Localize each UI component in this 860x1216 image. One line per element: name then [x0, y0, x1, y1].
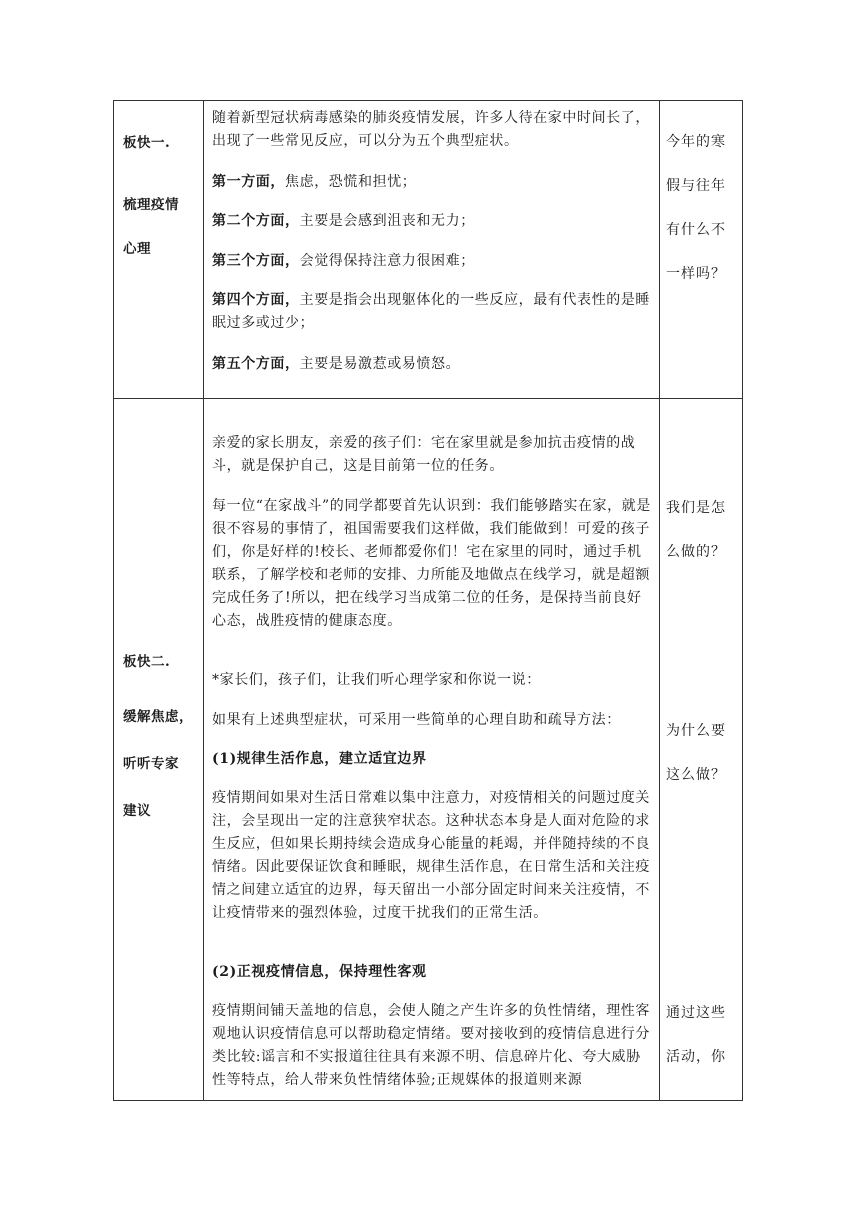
question-1-line-3: 有什么不	[666, 222, 726, 238]
question-1-line-4: 一样吗？	[666, 266, 726, 282]
paragraph-self-help: 如果有上述典型症状，可采用一些简单的心理自助和疏导方法：	[212, 712, 621, 728]
aspect-3-label: 第三个方面，	[212, 253, 300, 269]
question-2-line-2: 么做的？	[666, 544, 726, 560]
aspect-1-text: 焦虑，恐慌和担忧；	[285, 174, 417, 190]
aspect-3-text: 会觉得保持注意力很困难；	[299, 253, 475, 269]
stage-subtitle-1b: 心理	[123, 241, 151, 257]
aspect-3	[212, 250, 653, 273]
question-4-line-2: 活动，你	[666, 1049, 726, 1065]
aspect-5-label: 第五个方面，	[212, 356, 300, 372]
aspect-5	[212, 353, 653, 376]
stage-subtitle-2c: 建议	[123, 803, 151, 819]
aspect-5-text: 主要是易激惹或易愤怒。	[299, 356, 461, 372]
question-4-line-1: 通过这些	[666, 1005, 726, 1021]
paragraph-regular-routine: 疫情期间如果对生活日常难以集中注意力，对疫情相关的问题过度关注，会呈现出一定的注意狭窄状态。这种状态本身是人面对危险的求生反应，但如果长期持续会造成身心能量的耗竭，并伴随持续的不良情绪。因此要保证饮食和睡眠，规律生活作息，在日常生活和关注疫情之间建立适宜的边界，每天留出一小部分固定时间来关注疫情，不让疫情带来的强烈体验，过度干扰我们的正常生活。	[212, 790, 650, 921]
aspect-1-label: 第一方面，	[212, 174, 285, 190]
aspect-4-label: 第四个方面，	[212, 292, 300, 308]
question-cell-1	[660, 101, 743, 399]
question-3-line-2: 这么做？	[666, 767, 726, 783]
paragraph-parents-children: 亲爱的家长朋友，亲爱的孩子们：宅在家里就是参加抗击疫情的战斗，就是保护自己，这是目前第一位的任务。	[212, 435, 636, 474]
paragraph-psychologist-intro: *家长们，孩子们，让我们听心理学家和你说一说：	[212, 672, 541, 688]
content-cell-2	[204, 399, 660, 1101]
table-row-section-1	[114, 101, 743, 399]
paragraph-stay-home: 每一位“在家战斗”的同学都要首先认识到：我们能够踏实在家，就是很不容易的事情了，祖国需要我们这样做，我们能做到！可爱的孩子们，你是好样的!校长、老师都爱你们！宅在家里的同时，通过手机联系，了解学校和老师的安排、力所能及地做点在线学习，就是超额完成任务了!所以，把在线学习当成第二位的任务，是保持当前良好心态，战胜疫情的健康态度。	[212, 498, 651, 629]
stage-subtitle-1a: 梳理疫情	[123, 197, 179, 213]
aspect-2	[212, 210, 653, 233]
lesson-plan-table	[113, 100, 743, 1101]
question-cell-2	[660, 399, 743, 1101]
stage-cell-1	[114, 101, 204, 399]
heading-face-information: (2)正视疫情信息，保持理性客观	[212, 964, 427, 980]
question-1-line-1: 今年的寒	[666, 134, 726, 150]
aspect-1	[212, 171, 653, 194]
intro-paragraph: 随着新型冠状病毒感染的肺炎疫情发展，许多人待在家中时间长了，出现了一些常见反应，可以分为五个典型症状。	[212, 110, 650, 149]
guiding-question-1	[666, 131, 738, 307]
stage-cell-2	[114, 399, 204, 1101]
stage-subtitle-2b: 听听专家	[123, 756, 179, 772]
aspect-2-label: 第二个方面，	[212, 213, 300, 229]
stage-title-2: 板快二.	[123, 654, 171, 670]
table-row-section-2	[114, 399, 743, 1101]
guiding-question-2	[666, 497, 738, 585]
question-1-line-2: 假与往年	[666, 178, 726, 194]
content-cell-1	[204, 101, 660, 399]
guiding-question-3	[666, 720, 738, 808]
aspect-4	[212, 289, 653, 335]
guiding-question-4	[666, 1002, 738, 1090]
paragraph-face-information: 疫情期间铺天盖地的信息，会使人随之产生许多的负性情绪，理性客观地认识疫情信息可以帮助稳定情绪。要对接收到的疫情信息进行分类比较:谣言和不实报道往往具有来源不明、信息碎片化、夸大威胁性等特点，给人带来负性情绪体验;正规媒体的报道则来源	[212, 1003, 650, 1088]
aspect-2-text: 主要是会感到沮丧和无力；	[299, 213, 475, 229]
aspect-4-text: 主要是指会出现躯体化的一些反应，最有代表性的是睡眠过多或过少；	[212, 292, 651, 331]
stage-subtitle-2a: 缓解焦虑，	[123, 709, 193, 725]
heading-regular-routine: (1)规律生活作息，建立适宜边界	[212, 751, 427, 767]
stage-title-1: 板快一.	[123, 135, 171, 151]
question-3-line-1: 为什么要	[666, 723, 726, 739]
question-2-line-1: 我们是怎	[666, 500, 726, 516]
